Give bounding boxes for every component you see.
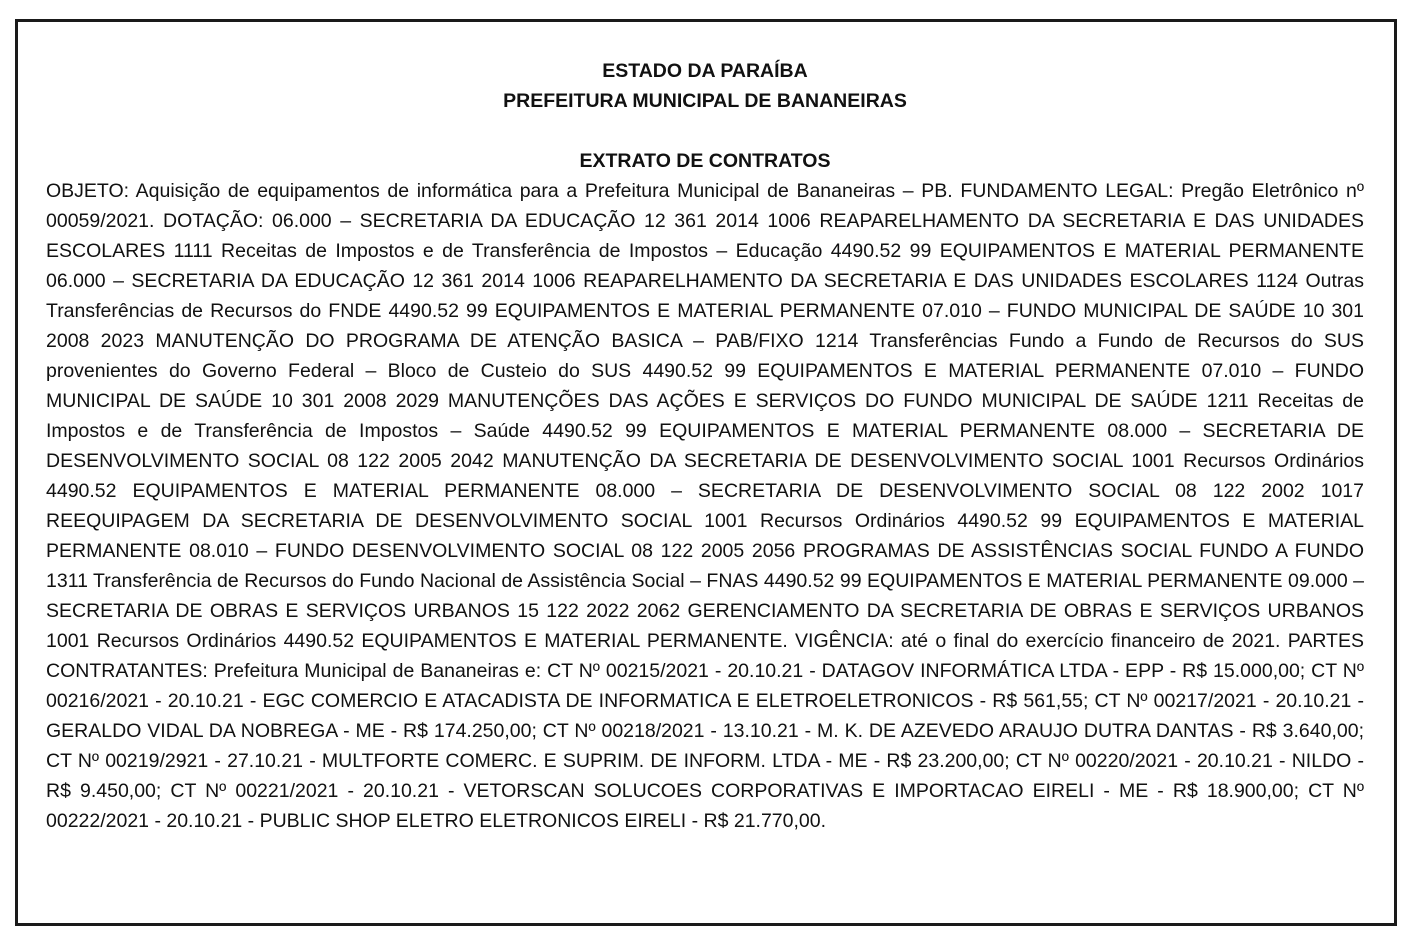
section-title: EXTRATO DE CONTRATOS bbox=[579, 150, 831, 172]
contract-extract-body: OBJETO: Aquisição de equipamentos de informática para a Prefeitura Municipal de Bananeiras – PB. FUNDAMENTO LEGAL: Pregão Eletrônico nº 00059/2021. DOTAÇÃO: 06.000 – SECRETARIA DA EDUCAÇÃO 12 361 2014 1006 REAPARELHAMENTO DA SECRETARIA E DAS UNIDADES ESCOLARES 1111 Receitas de Impostos e de Transferência de Impostos – Educação 4490.52 99 EQUIPAMENTOS E MATERIAL PERMANENTE 06.000 – SECRETARIA DA EDUCAÇÃO 12 361 2014 1006 REAPARELHAMENTO DA SECRETARIA E DAS UNIDADES ESCOLARES 1124 Outras Transferências de Recursos do FNDE 4490.52 99 EQUIPAMENTOS E MATERIAL PERMANENTE 07.010 – FUNDO MUNICIPAL DE SAÚDE 10 301 2008 2023 MANUTENÇÃO DO PROGRAMA DE ATENÇÃO BASICA – PAB/FIXO 1214 Transferências Fundo a Fundo de Recursos do SUS provenientes do Governo Federal – Bloco de Custeio do SUS 4490.52 99 EQUIPAMENTOS E MATERIAL PERMANENTE 07.010 – FUNDO MUNICIPAL DE SAÚDE 10 301 2008 2029 MANUTENÇÕES DAS AÇÕES E SERVIÇOS DO FUNDO MUNICIPAL DE SAÚDE 1211 Receitas de Impostos e de Transferência de Impostos – Saúde 4490.52 99 EQUIPAMENTOS E MATERIAL PERMANENTE 08.000 – SECRETARIA DE DESENVOLVIMENTO SOCIAL 08 122 2005 2042 MANUTENÇÃO DA SECRETARIA DE DESENVOLVIMENTO SOCIAL 1001 Recursos Ordinários 4490.52 EQUIPAMENTOS E MATERIAL PERMANENTE 08.000 – SECRETARIA DE DESENVOLVIMENTO SOCIAL 08 122 2002 1017 REEQUIPAGEM DA SECRETARIA DE DESENVOLVIMENTO SOCIAL 1001 Recursos Ordinários 4490.52 99 EQUIPAMENTOS E MATERIAL PERMANENTE 08.010 – FUNDO DESENVOLVIMENTO SOCIAL 08 122 2005 2056 PROGRAMAS DE ASSISTÊNCIAS SOCIAL FUNDO A FUNDO 1311 Transferência de Recursos do Fundo Nacional de Assistência Social – FNAS 4490.52 99 EQUIPAMENTOS E MATERIAL PERMANENTE 09.000 – SECRETARIA DE OBRAS E SERVIÇOS URBANOS 15 122 2022 2062 GERENCIAMENTO DA SECRETARIA DE OBRAS E SERVIÇOS URBANOS 1001 Recursos Ordinários 4490.52 EQUIPAMENTOS E MATERIAL PERMANENTE. VIGÊNCIA: até o final do exercício financeiro de 2021. PARTES CONTRATANTES: Prefeitura Municipal de Bananeiras e: CT Nº 00215/2021 - 20.10.21 - DATAGOV INFORMÁTICA LTDA - EPP - R$ 15.000,00; CT Nº 00216/2021 - 20.10.21 - EGC COMERCIO E ATACADISTA DE INFORMATICA E ELETROELETRONICOS - R$ 561,55; CT Nº 00217/2021 - 20.10.21 - GERALDO VIDAL DA NOBREGA - ME - R$ 174.250,00; CT Nº 00218/2021 - 13.10.21 - M. K. DE AZEVEDO ARAUJO DUTRA DANTAS - R$ 3.640,00; CT Nº 00219/2921 - 27.10.21 - MULTFORTE COMERC. E SUPRIM. DE INFORM. LTDA - ME - R$ 23.200,00; CT Nº 00220/2021 - 20.10.21 - NILDO - R$ 9.450,00; CT Nº 00221/2021 - 20.10.21 - VETORSCAN SOLUCOES CORPORATIVAS E IMPORTACAO EIRELI - ME - R$ 18.900,00; CT Nº 00222/2021 - 20.10.21 - PUBLIC SHOP ELETRO ELETRONICOS EIRELI - R$ 21.770,00. bbox=[46, 180, 1364, 832]
municipality-heading: PREFEITURA MUNICIPAL DE BANANEIRAS bbox=[503, 90, 907, 112]
document-content bbox=[46, 56, 1364, 836]
state-heading: ESTADO DA PARAÍBA bbox=[602, 60, 808, 82]
heading-spacer bbox=[46, 116, 1364, 146]
